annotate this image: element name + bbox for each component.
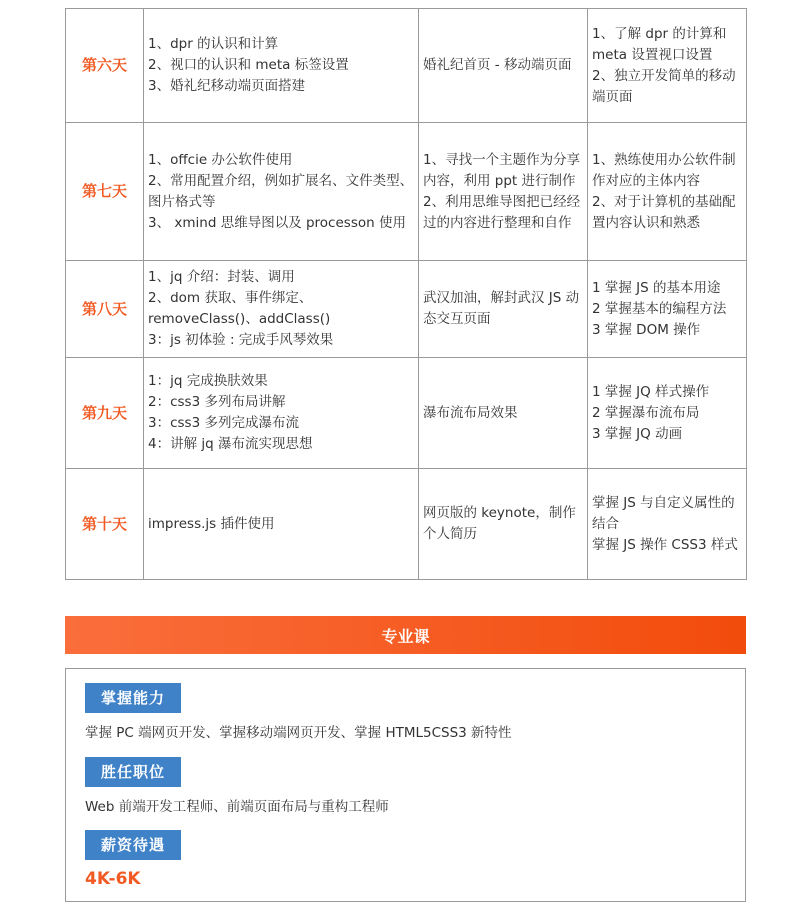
project-cell <box>419 9 588 123</box>
goals-cell <box>588 469 747 580</box>
goals-line: 1 掌握 JQ 样式操作 <box>592 383 710 400</box>
goals-line: 1、熟练使用办公软件制作对应的主体内容 <box>592 151 736 189</box>
ability-text: 掌握 PC 端网页开发、掌握移动端网页开发、掌握 HTML5CSS3 新特性 <box>85 725 512 741</box>
project-line: 武汉加油，解封武汉 JS 动态交互页面 <box>423 290 580 327</box>
content-line: 2、dom 获取、事件绑定、removeClass()、addClass() <box>148 290 331 327</box>
goals-line: 2 掌握瀑布流布局 <box>592 404 700 421</box>
project-line: 1、寻找一个主题作为分享内容，利用 ppt 进行制作 <box>423 151 581 189</box>
schedule-table <box>65 8 747 580</box>
content-line: 3：css3 多列完成瀑布流 <box>148 415 299 431</box>
content-cell <box>144 469 419 580</box>
table-row <box>66 261 747 358</box>
goals-line: 1 掌握 JS 的基本用途 <box>592 279 721 296</box>
ability-tag: 掌握能力 <box>85 683 181 713</box>
position-text: Web 前端开发工程师、前端页面布局与重构工程师 <box>85 799 389 815</box>
content-cell <box>144 358 419 469</box>
position-tag: 胜任职位 <box>85 757 181 787</box>
goals-line: 3 掌握 JQ 动画 <box>592 425 683 442</box>
table-row <box>66 123 747 261</box>
schedule-body <box>66 9 747 580</box>
content-line: 1、jq 介绍：封装、调用 <box>148 269 295 285</box>
content-line: 2：css3 多列布局讲解 <box>148 394 286 410</box>
goals-cell <box>588 123 747 261</box>
goals-cell <box>588 261 747 358</box>
goals-line: 掌握 JS 操作 CSS3 样式 <box>592 536 738 553</box>
table-row <box>66 358 747 469</box>
table-row <box>66 9 747 123</box>
goals-line: 2 掌握基本的编程方法 <box>592 300 727 317</box>
goals-cell <box>588 358 747 469</box>
content-cell <box>144 9 419 123</box>
project-cell <box>419 261 588 358</box>
salary-text: 4K-6K <box>85 869 141 889</box>
content-line: 2、视口的认识和 meta 标签设置 <box>148 57 349 73</box>
day-cell: 第八天 <box>66 261 144 358</box>
project-cell <box>419 358 588 469</box>
content-cell <box>144 123 419 261</box>
day-cell: 第九天 <box>66 358 144 469</box>
course-banner <box>65 616 746 654</box>
table-row <box>66 469 747 580</box>
goals-line: 2、对于计算机的基础配置内容认识和熟悉 <box>592 193 736 231</box>
content-line: impress.js 插件使用 <box>148 515 275 532</box>
banner-title: 专业课 <box>381 626 430 646</box>
content-line: 3、 xmind 思维导图以及 processon 使用 <box>148 214 406 231</box>
project-line: 网页版的 keynote，制作个人简历 <box>423 505 576 542</box>
goals-cell <box>588 9 747 123</box>
content-line: 3、婚礼纪移动端页面搭建 <box>148 78 306 94</box>
content-line: 3：js 初体验 : 完成手风琴效果 <box>148 332 334 348</box>
content-line: 1、offcie 办公软件使用 <box>148 151 293 168</box>
goals-line: 掌握 JS 与自定义属性的结合 <box>592 494 735 532</box>
content-line: 1：jq 完成换肤效果 <box>148 373 268 389</box>
day-cell: 第六天 <box>66 9 144 123</box>
project-line: 2、利用思维导图把已经经过的内容进行整理和自作 <box>423 193 581 231</box>
project-line: 婚礼纪首页 - 移动端页面 <box>423 57 572 73</box>
goals-line: 1、了解 dpr 的计算和meta 设置视口设置 <box>592 25 727 63</box>
content-line: 4：讲解 jq 瀑布流实现思想 <box>148 436 313 452</box>
content-line: 2、常用配置介绍，例如扩展名、文件类型、图片格式等 <box>148 172 414 210</box>
goals-line: 2、独立开发简单的移动端页面 <box>592 67 736 105</box>
content-line: 1、dpr 的认识和计算 <box>148 36 279 52</box>
project-line: 瀑布流布局效果 <box>423 404 518 421</box>
content-cell <box>144 261 419 358</box>
salary-tag: 薪资待遇 <box>85 830 181 860</box>
project-cell <box>419 469 588 580</box>
project-cell <box>419 123 588 261</box>
day-cell: 第十天 <box>66 469 144 580</box>
day-cell: 第七天 <box>66 123 144 261</box>
course-info-box <box>65 668 746 902</box>
goals-line: 3 掌握 DOM 操作 <box>592 321 701 338</box>
